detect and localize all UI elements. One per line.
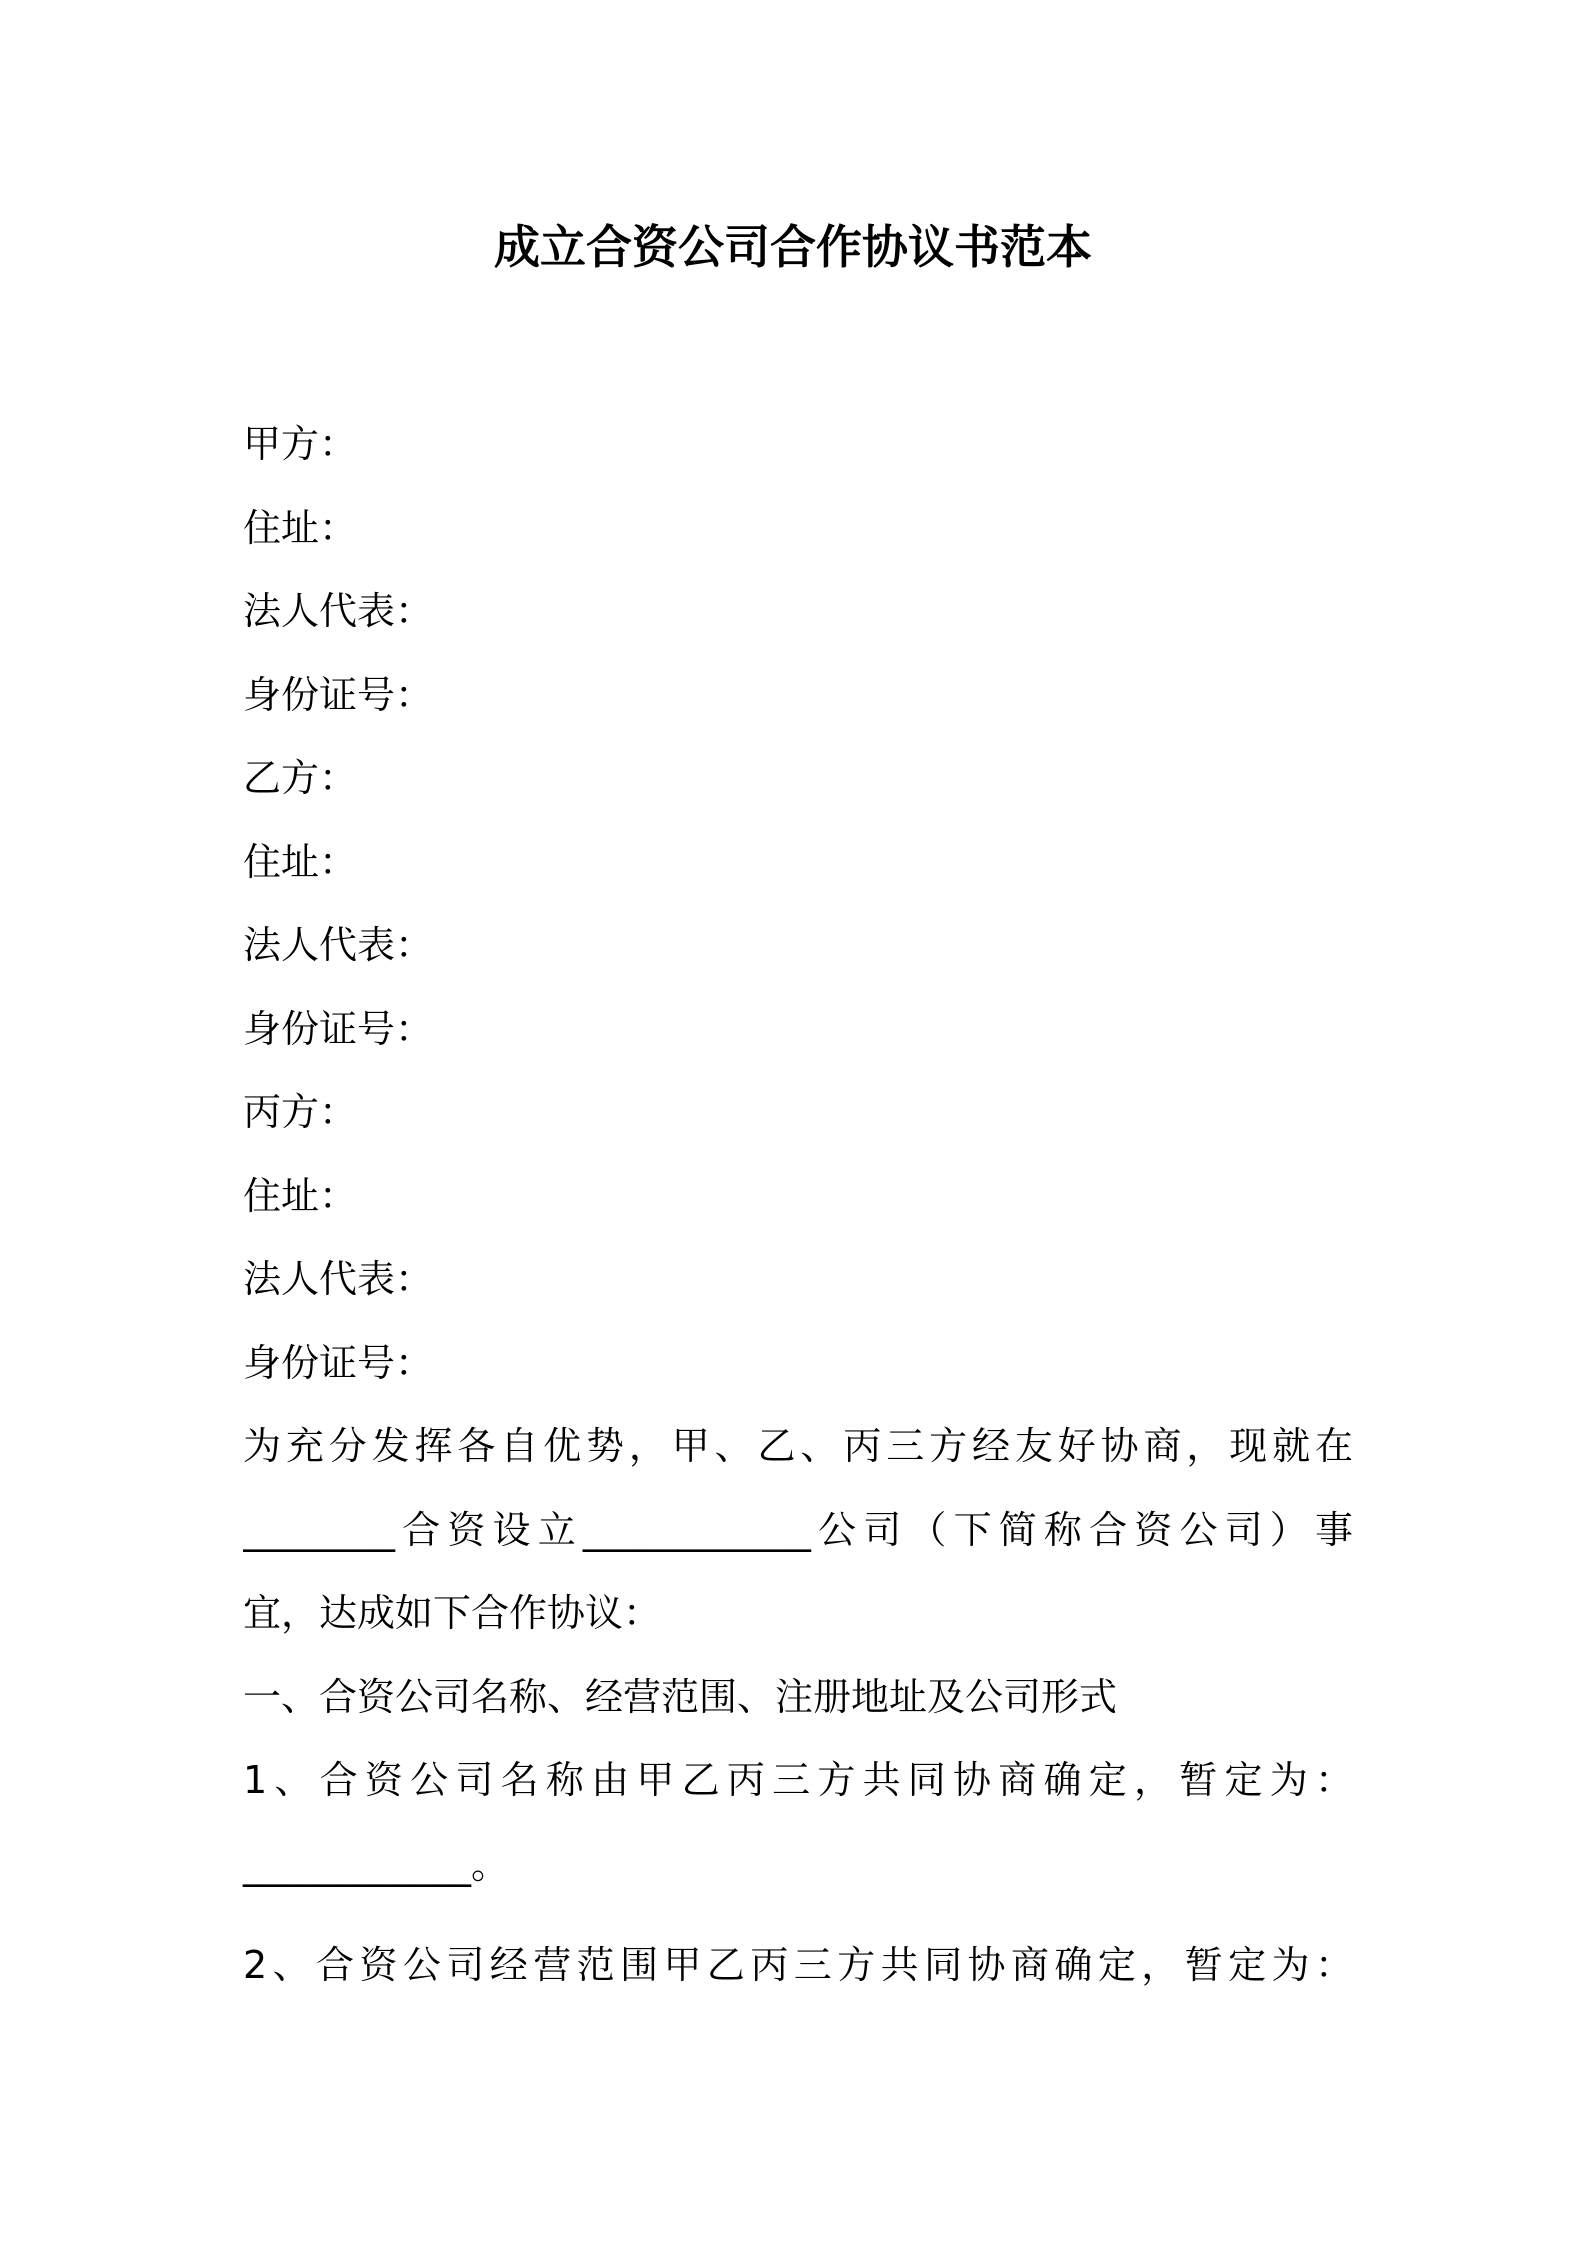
preamble-line-2: ________合资设立____________公司（下简称合资公司）事 xyxy=(243,1507,1353,1552)
document-body xyxy=(243,403,1353,2008)
party-a-name-label: 甲方： xyxy=(243,422,358,466)
party-b-address-label: 住址： xyxy=(243,839,358,884)
section-1-heading: 一、合资公司名称、经营范围、注册地址及公司形式 xyxy=(243,1674,1118,1719)
party-c-representative-label: 法人代表： xyxy=(243,1257,434,1301)
party-c-id-label: 身份证号： xyxy=(243,1340,434,1385)
party-b-representative-label: 法人代表： xyxy=(243,923,434,967)
clause-1-line-2: ____________。 xyxy=(243,1843,510,1887)
party-b-name-label: 乙方： xyxy=(243,756,358,800)
party-a-id-label: 身份证号： xyxy=(243,672,434,717)
party-a-address-label: 住址： xyxy=(243,505,358,550)
party-a-representative-label: 法人代表： xyxy=(243,589,434,633)
preamble-line-3: 宜，达成如下合作协议： xyxy=(243,1591,662,1635)
preamble-line-1: 为充分发挥各自优势，甲、乙、丙三方经友好协商，现就在 xyxy=(243,1424,1353,1468)
party-c-name-label: 丙方： xyxy=(243,1090,358,1134)
party-c-address-label: 住址： xyxy=(243,1173,358,1218)
clause-1-line-1: 1、合资公司名称由甲乙丙三方共同协商确定，暂定为： xyxy=(243,1758,1353,1802)
document-title: 成立合资公司合作协议书范本 xyxy=(494,220,1092,274)
party-b-id-label: 身份证号： xyxy=(243,1006,434,1051)
clause-2-line-1: 2、合资公司经营范围甲乙丙三方共同协商确定，暂定为： xyxy=(243,1943,1353,1987)
